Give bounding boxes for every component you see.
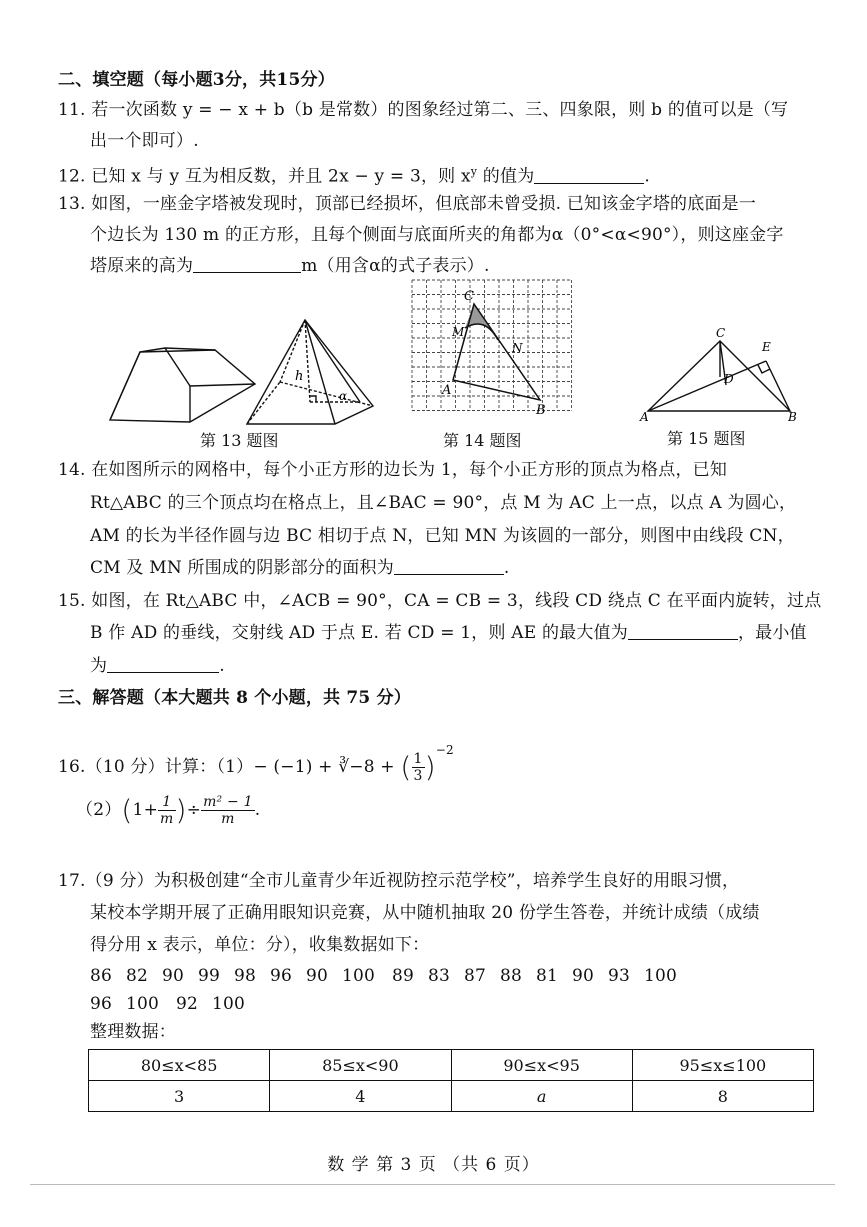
q13-text-a: 塔原来的高为 (90, 256, 194, 276)
data-value: 100 (212, 994, 246, 1014)
q17-line3: 得分用 x 表示，单位：分），收集数据如下： (90, 935, 430, 955)
data-value: 99 (198, 966, 221, 986)
grid-lines (412, 280, 572, 411)
table-cell: 8 (632, 1081, 813, 1112)
q16-end: . (254, 800, 261, 820)
q17-organize-label: 整理数据： (90, 1022, 176, 1042)
q15-text-c: 为 (90, 656, 108, 676)
table-header-cell: 85≤x<90 (270, 1050, 451, 1081)
fig15-label-a: A (640, 410, 649, 424)
section3-heading: 三、解答题（本大题共 8 个小题，共 75 分） (58, 688, 411, 708)
table-cell: 4 (270, 1081, 451, 1112)
q14-answer-blank[interactable] (394, 558, 504, 575)
table-header-row (89, 1050, 814, 1081)
caption-fig15: 第 15 题图 (667, 429, 746, 448)
data-value: 96 (90, 994, 113, 1014)
data-value: 100 (126, 994, 160, 1014)
page-footer: 数 学 第 3 页 （共 6 页） (327, 1155, 540, 1175)
q14-line2: Rt△ABC 的三个顶点均在格点上，且∠BAC = 90°，点 M 为 AC 上一点，以点 A 为圆心， (90, 493, 797, 513)
q16-frac1-num: 1 (413, 751, 423, 767)
fig14-label-m: M (452, 325, 465, 339)
q16-div: ÷ (186, 800, 202, 820)
q12-text-b: 的值为 (477, 166, 535, 187)
q16-frac2 (158, 794, 175, 827)
q13-line1: 13. 如图，一座金字塔被发现时，顶部已经损坏，但底部未曾受损. 已知该金字塔的底面是一 (58, 194, 757, 214)
data-value: 86 (90, 966, 113, 986)
q17-line1: 17.（9 分）为积极创建“全市儿童青少年近视防控示范学校”，培养学生良好的用眼习惯， (58, 871, 740, 891)
score-table (88, 1049, 814, 1112)
table-cell: a (451, 1081, 632, 1112)
q17-data-row1 (90, 966, 694, 986)
q16-paren2-close: ) (175, 793, 187, 827)
q16-exp: −2 (435, 743, 454, 757)
data-value: 81 (536, 966, 559, 986)
q15-line1: 15. 如图，在 Rt△ABC 中，∠ACB = 90°，CA = CB = 3，线段 CD 绕点 C 在平面内旋转，过点 (58, 591, 822, 611)
q17-data-row2 (90, 994, 262, 1014)
q15-min-blank[interactable] (107, 656, 219, 673)
q16-frac1 (412, 751, 425, 784)
q14-line1: 14. 在如图所示的网格中，每个小正方形的边长为 1，每个小正方形的顶点为格点，已知 (58, 460, 728, 480)
q15-text-b: ，最小值 (737, 623, 807, 643)
section2-heading: 二、填空题（每小题3分，共15分） (58, 70, 335, 90)
caption-fig13: 第 13 题图 (200, 431, 279, 450)
q16-lead: 16.（10 分）计算：（1）− (−1) + ∛−8 + (58, 757, 395, 777)
fig15-label-d: D (724, 372, 734, 386)
q15-line3 (90, 656, 225, 676)
fig15-label-b: B (788, 410, 797, 424)
table-cell: 3 (89, 1081, 270, 1112)
q11-line1: 11. 若一次函数 y = − x + b（b 是常数）的图象经过第二、三、四象限，则 b 的值可以是（写 (58, 100, 789, 120)
table-row (89, 1081, 814, 1112)
q16-paren-open: ( (400, 750, 412, 784)
q13-line2: 个边长为 130 m 的正方形，且每个侧面与底面所夹的角都为α（0°<α<90°），则这座金字 (90, 225, 784, 245)
q16-frac3-num: m² − 1 (203, 794, 253, 810)
data-value: 82 (126, 966, 149, 986)
data-value: 90 (162, 966, 185, 986)
q15-line2 (90, 623, 807, 643)
caption-fig14: 第 14 题图 (443, 431, 522, 450)
data-value: 93 (608, 966, 631, 986)
fig14-label-a: A (442, 383, 452, 398)
q14-line3: AM 的长为半径作圆与边 BC 相切于点 N，已知 MN 为该圆的一部分，则图中由线段 CN， (90, 526, 795, 546)
q15-max-blank[interactable] (628, 623, 738, 640)
data-value: 92 (176, 994, 199, 1014)
fig13-label-h: h (295, 369, 304, 384)
data-value: 100 (644, 966, 678, 986)
data-value: 83 (428, 966, 451, 986)
fig14-label-c: C (464, 289, 474, 304)
fig13-label-alpha: α (339, 389, 348, 403)
fig15-label-e: E (762, 340, 771, 354)
q13-line3 (90, 256, 490, 276)
q12-text-a: 12. 已知 x 与 y 互为相反数，并且 2x − y = 3，则 x (58, 166, 471, 187)
figure-13 (105, 290, 375, 430)
q16-line2: （2）(1+ $\frac{1}{m}$ )÷ $\frac{\text{m² − 1}}{m}$ . (76, 793, 261, 827)
footer-divider (30, 1184, 835, 1185)
data-value: 98 (234, 966, 257, 986)
q11-line2: 出一个即可）. (90, 131, 199, 151)
data-value: 100 (342, 966, 376, 986)
q16-frac2-den: m (160, 811, 174, 827)
data-value: 90 (306, 966, 329, 986)
q16-line1 (58, 730, 454, 784)
q16-frac1-den: 3 (413, 768, 423, 784)
line-ae (648, 361, 766, 411)
q12-answer-blank[interactable] (534, 167, 644, 184)
table-header-cell: 95≤x≤100 (632, 1050, 813, 1081)
q15-text-a: B 作 AD 的垂线，交射线 AD 于点 E. 若 CD = 1，则 AE 的最大值为 (90, 623, 628, 643)
q16-paren-close: ) (424, 750, 436, 784)
q14-line4 (90, 558, 510, 578)
q12-end: . (644, 166, 651, 187)
data-value: 89 (392, 966, 415, 986)
q12-sup: y (470, 165, 478, 178)
truncated-pyramid-outline (110, 350, 255, 422)
q16-frac3 (201, 794, 255, 827)
q16-frac3-den: m (221, 811, 235, 827)
table-header-cell: 90≤x<95 (451, 1050, 632, 1081)
fig15-label-c: C (716, 326, 726, 340)
q15-end: . (219, 656, 225, 676)
data-value: 90 (572, 966, 595, 986)
q16-part2: （2） (76, 800, 122, 820)
data-value: 87 (464, 966, 487, 986)
q13-text-b: m（用含α的式子表示）. (301, 256, 490, 276)
figure-15 (638, 325, 808, 425)
figure-14 (410, 278, 580, 423)
q17-line2: 某校本学期开展了正确用眼知识竞赛，从中随机抽取 20 份学生答卷，并统计成绩（成绩 (90, 903, 760, 923)
q14-text-a: CM 及 MN 所围成的阴影部分的面积为 (90, 558, 394, 578)
q13-answer-blank[interactable] (193, 256, 301, 273)
q16-frac2-num: 1 (158, 794, 175, 811)
q14-end: . (503, 558, 510, 578)
fig14-label-b: B (536, 403, 546, 418)
fig14-label-n: N (512, 341, 523, 355)
table-header-cell: 80≤x<85 (89, 1050, 270, 1081)
triangle-abc (453, 304, 540, 400)
data-value: 96 (270, 966, 293, 986)
q12-line (58, 162, 650, 187)
data-value: 88 (500, 966, 523, 986)
q16-paren2-open: ( (121, 793, 133, 827)
